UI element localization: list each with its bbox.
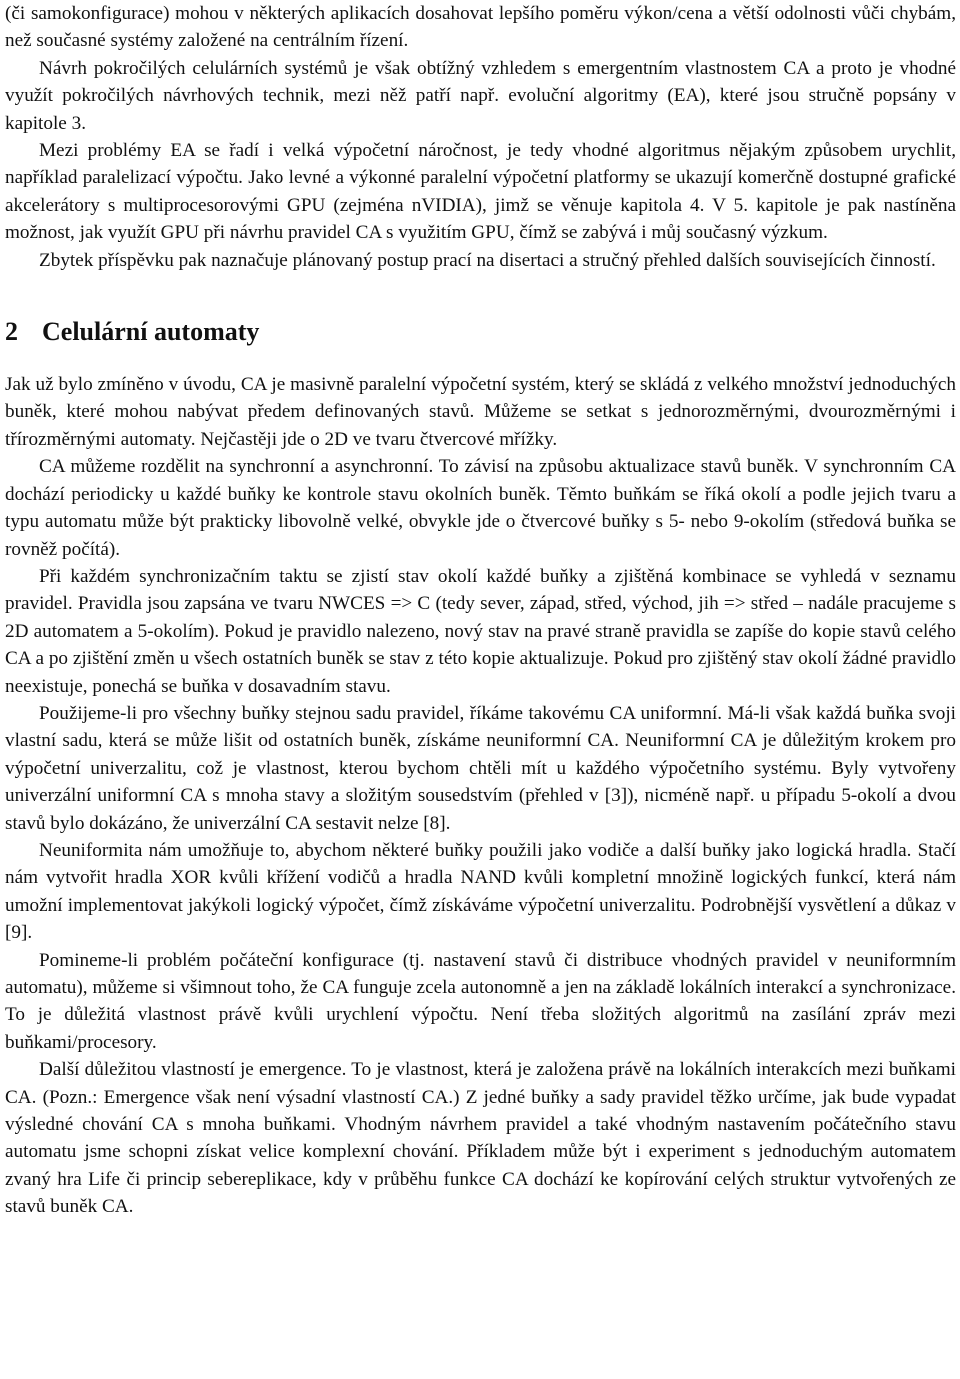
section-paragraph: Použijeme-li pro všechny buňky stejnou sadu pravidel, říkáme takovému CA uniformní. Má-li však každá buňka svoji vlastní sadu, která se může lišit od ostatních buněk, získáme neuniformní CA. Neuniformní CA je důležitým krokem pro výpočetní univerzalitu, což je vlastnost, kterou bychom chtěli mít u každého výpočetního systému. Byly vytvořeny univerzální uniformní CA s mnoha stavy a složitým sousedstvím (přehled v [3]), nicméně např. u případu 5-okolí a dvou stavů bylo dokázáno, že univerzální CA sestavit nelze [8]. [5,702,956,834]
intro-paragraph: Zbytek příspěvku pak naznačuje plánovaný postup prací na disertaci a stručný přehled dalších souvisejících činností. [39,249,936,271]
section-number: 2 [5,317,18,347]
section-heading [5,274,956,371]
intro-text [5,0,956,274]
section-paragraph: Při každém synchronizačním taktu se zjistí stav okolí každé buňky a zjištěná kombinace se vyhledá v seznamu pravidel. Pravidla jsou zapsána ve tvaru NWCES => C (tedy sever, západ, střed, východ, jih => střed – nadále pracujeme s 2D automatem a 5-okolím). Pokud je pravidlo nalezeno, nový stav na pravé straně pravidla se zapíše do kopie stavů celého CA a po zjištění změn u všech ostatních buněk se stav z této kopie aktualizuje. Pokud pro zjištěný stav okolí žádné pravidlo neexistuje, ponechá se buňka v dosavadním stavu. [5,565,956,697]
intro-paragraph: Mezi problémy EA se řadí i velká výpočetní náročnost, je tedy vhodné algoritmus nějakým způsobem urychlit, například paralelizací výpočtu. Jako levné a výkonné paralelní výpočetní platformy se ukazují komerčně dostupné grafické akcelerátory s multiprocesorovými GPU (zejména nVIDIA), jimž se věnuje kapitola 4. V 5. kapitole je pak nastíněna možnost, jak využít GPU při návrhu pravidel CA s využitím GPU, čímž se zabývá i můj současný výzkum. [5,140,956,244]
section-paragraph: CA můžeme rozdělit na synchronní a asynchronní. To závisí na způsobu aktualizace stavů buněk. V synchronním CA dochází periodicky u každé buňky ke kontrole stavu okolních buněk. Těmto buňkám se říká okolí a podle jejich tvaru a typu automatu může být prakticky libovolně velké, obvykle jde o čtvercové buňky s 5- nebo 9-okolím (středová buňka se rovněž počítá). [5,456,956,560]
section-paragraph: Další důležitou vlastností je emergence. To je vlastnost, která je založena právě na lokálních interakcích mezi buňkami CA. (Pozn.: Emergence však není výsadní vlastností CA.) Z jedné buňky a sady pravidel těžko určíme, jak bude vypadat výsledné chování CA s mnoha buňkami. Vhodným návrhem pravidel a také vhodným nastavením počátečního stavu automatu jsme schopni získat velice komplexní chování. Příkladem může být i experiment s jednoduchým automatem zvaný hra Life či princip sebereplikace, kdy v průběhu funkce CA dochází ke kopírování celých struktur vytvořených ze stavů buněk CA. [5,1059,956,1218]
section-paragraph: Neuniformita nám umožňuje to, abychom některé buňky použili jako vodiče a další buňky jako logická hradla. Stačí nám vytvořit hradla XOR kvůli křížení vodičů a hradla NAND kvůli kompletní množině logických funkcí, která nám umožní implementovat jakýkoli logický výpočet, čímž získáváme výpočetní univerzalitu. Podrobnější vysvětlení a důkaz v [9]. [5,839,956,944]
document-page [5,0,956,1221]
section-paragraph: Jak už bylo zmíněno v úvodu, CA je masivně paralelní výpočetní systém, který se skládá z velkého množství jednoduchých buněk, které mohou nabývat předem definovaných stavů. Můžeme se setkat s jednorozměrnými, dvourozměrnými i třírozměrnými automaty. Nejčastěji jde o 2D ve tvaru čtvercové mřížky. [5,374,956,450]
section-body [5,371,956,1221]
intro-paragraph: Návrh pokročilých celulárních systémů je však obtížný vzhledem s emergentním vlastnostem CA a proto je vhodné využít pokročilých návrhových technik, mezi něž patří např. evoluční algoritmy (EA), které jsou stručně popsány v kapitole 3. [5,57,956,134]
section-paragraph: Pomineme-li problém počáteční konfigurace (tj. nastavení stavů či distribuce vhodných pravidel v neuniformním automatu), můžeme si všimnout toho, že CA funguje zcela autonomně a jen na základě lokálních interakcí a synchronizace. To je důležitá vlastnost právě kvůli urychlení výpočtu. Není třeba složitých algoritmů na zasílání zpráv mezi buňkami/procesory. [5,949,956,1053]
section-title: Celulární automaty [42,317,260,347]
intro-paragraph: (či samokonfigurace) mohou v některých aplikacích dosahovat lepšího poměru výkon/cena a větší odolnosti vůči chybám, než současné systémy založené na centrálním řízení. [5,3,956,52]
